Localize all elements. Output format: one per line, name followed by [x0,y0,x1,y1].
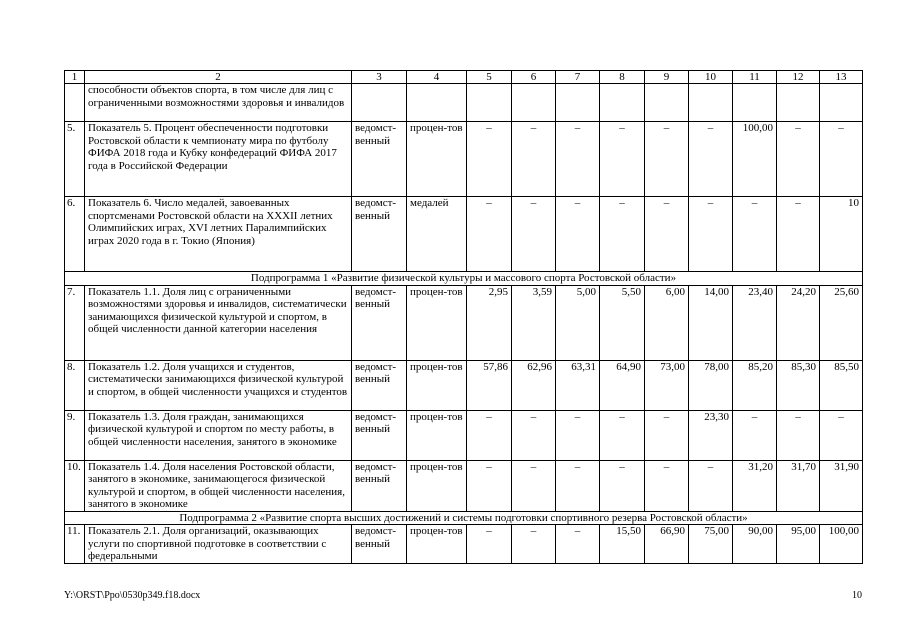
page-number: 10 [852,590,862,601]
column-number-2: 2 [85,71,352,84]
column-number-11: 11 [733,71,777,84]
value-year-col-5: – [467,122,512,197]
data-source: ведомст-венный [352,122,407,197]
column-number-3: 3 [352,71,407,84]
column-number-9: 9 [645,71,689,84]
value-year-col-10: 78,00 [689,360,733,410]
table-row [65,410,863,460]
table-row [65,197,863,272]
value-year-col-9: 73,00 [645,360,689,410]
value-year-col-12: 95,00 [777,525,820,564]
column-number-10: 10 [689,71,733,84]
column-number-header-row [65,71,863,84]
value-year-col-8: – [600,197,645,272]
value-year-col-9: – [645,122,689,197]
value-year-col-5: 57,86 [467,360,512,410]
value-year-col-9: 66,90 [645,525,689,564]
unit-of-measure [407,84,467,122]
value-year-col-11: 100,00 [733,122,777,197]
value-year-col-10: – [689,197,733,272]
row-index: 10. [65,460,85,511]
table-body [65,71,863,564]
value-year-col-9: – [645,410,689,460]
row-index: 9. [65,410,85,460]
value-year-col-10: – [689,460,733,511]
value-year-col-7: – [556,460,600,511]
value-year-col-9: – [645,460,689,511]
value-year-col-7: – [556,122,600,197]
table-row [65,84,863,122]
data-source: ведомст-венный [352,285,407,360]
row-index [65,84,85,122]
value-year-col-5: – [467,460,512,511]
table-row [65,285,863,360]
indicator-name: Показатель 1.4. Доля населения Ростовской области, занятого в экономике, занимающегося физической культурой и спортом, в общей численности населения, занятого в экономике [85,460,352,511]
subprogram-title: Подпрограмма 1 «Развитие физической культуры и массового спорта Ростовской области» [65,272,863,286]
table-row [65,360,863,410]
value-year-col-8 [600,84,645,122]
data-source [352,84,407,122]
unit-of-measure: процен-тов [407,525,467,564]
table-row [65,122,863,197]
value-year-col-6: – [512,410,556,460]
value-year-col-10: – [689,122,733,197]
value-year-col-7: – [556,410,600,460]
value-year-col-8: – [600,460,645,511]
indicator-name: Показатель 1.2. Доля учащихся и студентов, систематически занимающихся физической культурой и спортом, в общей численности учащихся и студентов [85,360,352,410]
value-year-col-12: – [777,122,820,197]
value-year-col-10: 14,00 [689,285,733,360]
value-year-col-13: 10 [820,197,863,272]
value-year-col-5: – [467,410,512,460]
value-year-col-6: – [512,525,556,564]
value-year-col-9: 6,00 [645,285,689,360]
row-index: 8. [65,360,85,410]
value-year-col-9 [645,84,689,122]
data-source: ведомст-венный [352,460,407,511]
data-source: ведомст-венный [352,525,407,564]
data-source: ведомст-венный [352,197,407,272]
subprogram-row [65,511,863,525]
value-year-col-13: – [820,122,863,197]
column-number-6: 6 [512,71,556,84]
value-year-col-8: – [600,410,645,460]
value-year-col-11: 85,20 [733,360,777,410]
column-number-13: 13 [820,71,863,84]
indicator-name: Показатель 2.1. Доля организаций, оказывающих услуги по спортивной подготовке в соответствии с федеральными [85,525,352,564]
file-path: Y:\ORST\Ppo\0530p349.f18.docx [64,590,201,601]
value-year-col-11: 90,00 [733,525,777,564]
value-year-col-11 [733,84,777,122]
indicator-name: Показатель 5. Процент обеспеченности подготовки Ростовской области к чемпионату мира по футболу ФИФА 2018 года и Кубку конфедераций ФИФА 2017 года в Российской Федерации [85,122,352,197]
value-year-col-7: 5,00 [556,285,600,360]
value-year-col-8: 64,90 [600,360,645,410]
unit-of-measure: процен-тов [407,285,467,360]
row-index: 11. [65,525,85,564]
value-year-col-12: 24,20 [777,285,820,360]
indicator-table [64,70,863,564]
value-year-col-5: – [467,197,512,272]
value-year-col-11: – [733,197,777,272]
value-year-col-12: – [777,410,820,460]
value-year-col-13: – [820,410,863,460]
value-year-col-11: 23,40 [733,285,777,360]
row-index: 7. [65,285,85,360]
value-year-col-12: – [777,197,820,272]
value-year-col-5: – [467,525,512,564]
indicator-name: Показатель 1.1. Доля лиц с ограниченными возможностями здоровья и инвалидов, систематически занимающихся физической культурой и спортом, в общей численности данной категории населения [85,285,352,360]
indicator-name: Показатель 1.3. Доля граждан, занимающихся физической культурой и спортом по месту работы, в общей численности населения, занятого в экономике [85,410,352,460]
value-year-col-6: – [512,460,556,511]
value-year-col-9: – [645,197,689,272]
value-year-col-7 [556,84,600,122]
value-year-col-8: – [600,122,645,197]
indicator-name: способности объектов спорта, в том числе для лиц с ограниченными возможностями здоровья и инвалидов [85,84,352,122]
value-year-col-10: 23,30 [689,410,733,460]
value-year-col-13: 31,90 [820,460,863,511]
value-year-col-11: – [733,410,777,460]
value-year-col-7: 63,31 [556,360,600,410]
table-row [65,525,863,564]
value-year-col-13: 25,60 [820,285,863,360]
unit-of-measure: процен-тов [407,410,467,460]
value-year-col-13: 100,00 [820,525,863,564]
value-year-col-12 [777,84,820,122]
subprogram-row [65,272,863,286]
column-number-8: 8 [600,71,645,84]
value-year-col-13 [820,84,863,122]
value-year-col-10: 75,00 [689,525,733,564]
value-year-col-6: 3,59 [512,285,556,360]
column-number-12: 12 [777,71,820,84]
value-year-col-6 [512,84,556,122]
value-year-col-6: – [512,197,556,272]
unit-of-measure: процен-тов [407,360,467,410]
column-number-4: 4 [407,71,467,84]
data-source: ведомст-венный [352,410,407,460]
column-number-1: 1 [65,71,85,84]
value-year-col-8: 15,50 [600,525,645,564]
value-year-col-8: 5,50 [600,285,645,360]
value-year-col-13: 85,50 [820,360,863,410]
value-year-col-5 [467,84,512,122]
column-number-7: 7 [556,71,600,84]
value-year-col-12: 85,30 [777,360,820,410]
unit-of-measure: процен-тов [407,122,467,197]
row-index: 6. [65,197,85,272]
value-year-col-10 [689,84,733,122]
value-year-col-7: – [556,197,600,272]
value-year-col-12: 31,70 [777,460,820,511]
table-row [65,460,863,511]
value-year-col-5: 2,95 [467,285,512,360]
value-year-col-11: 31,20 [733,460,777,511]
unit-of-measure: медалей [407,197,467,272]
data-source: ведомст-венный [352,360,407,410]
row-index: 5. [65,122,85,197]
column-number-5: 5 [467,71,512,84]
unit-of-measure: процен-тов [407,460,467,511]
value-year-col-7: – [556,525,600,564]
indicator-name: Показатель 6. Число медалей, завоеванных спортсменами Ростовской области на XXXII летних Олимпийских играх, XVI летних Паралимпийских играх 2020 года в г. Токио (Япония) [85,197,352,272]
subprogram-title: Подпрограмма 2 «Развитие спорта высших достижений и системы подготовки спортивного резерва Ростовской области» [65,511,863,525]
value-year-col-6: 62,96 [512,360,556,410]
value-year-col-6: – [512,122,556,197]
